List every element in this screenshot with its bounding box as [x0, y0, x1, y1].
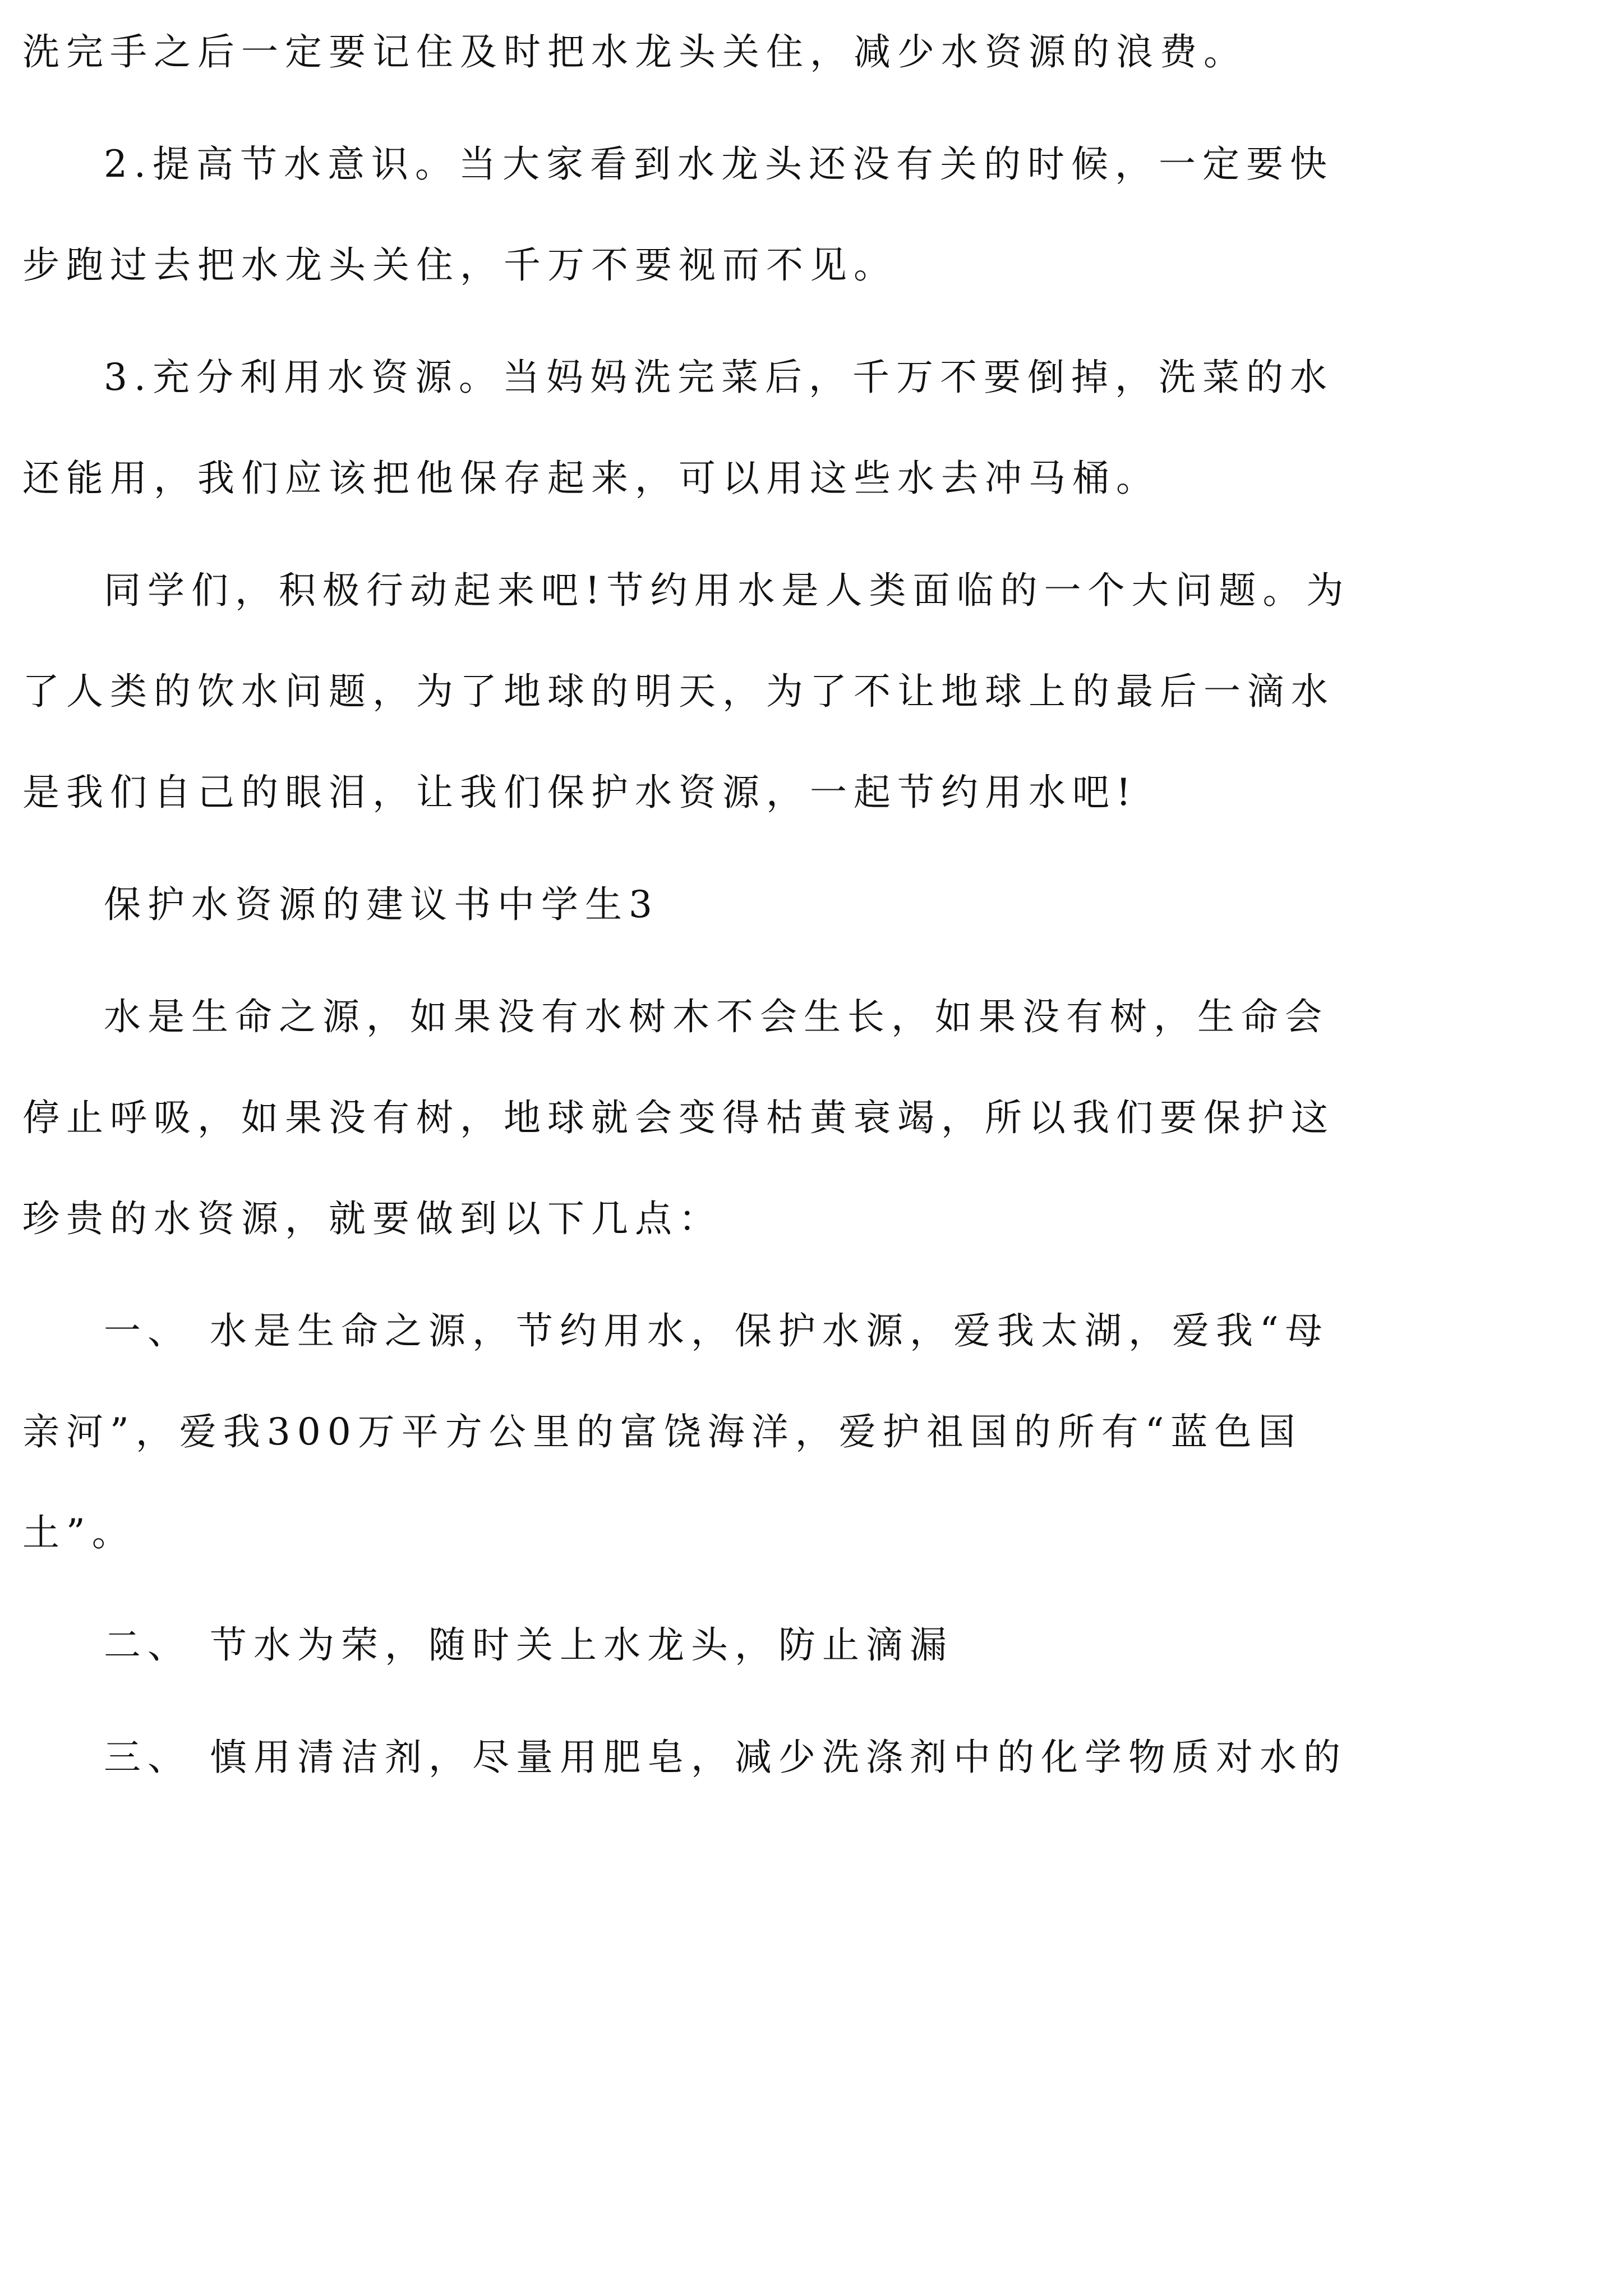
text-line: 一、 水是生命之源，节约用水，保护水源，爱我太湖，爱我“母	[104, 1309, 1329, 1352]
text-line: 停止呼吸，如果没有树，地球就会变得枯黄衰竭，所以我们要保护这	[22, 1096, 1335, 1139]
text-line: 洗完手之后一定要记住及时把水龙头关住，减少水资源的浪费。	[22, 30, 1247, 73]
text-line: 2.提高节水意识。当大家看到水龙头还没有关的时候，一定要快	[104, 142, 1334, 186]
text-line: 了人类的饮水问题，为了地球的明天，为了不让地球上的最后一滴水	[22, 670, 1335, 713]
text-line: 亲河”，爱我300万平方公里的富饶海洋，爱护祖国的所有“蓝色国	[22, 1410, 1302, 1453]
text-line: 二、 节水为荣，随时关上水龙头，防止滴漏	[104, 1623, 953, 1667]
section-heading: 保护水资源的建议书中学生3	[104, 883, 659, 926]
text-line: 3.充分利用水资源。当妈妈洗完菜后，千万不要倒掉，洗菜的水	[104, 356, 1334, 399]
text-line: 珍贵的水资源，就要做到以下几点：	[22, 1197, 722, 1240]
text-line: 土”。	[22, 1511, 136, 1554]
text-line: 水是生命之源，如果没有水树木不会生长，如果没有树，生命会	[104, 995, 1329, 1038]
text-line: 还能用，我们应该把他保存起来，可以用这些水去冲马桶。	[22, 457, 1160, 500]
text-line: 是我们自己的眼泪，让我们保护水资源，一起节约用水吧!	[22, 771, 1138, 814]
text-line: 同学们，积极行动起来吧!节约用水是人类面临的一个大问题。为	[104, 569, 1350, 612]
text-line: 三、 慎用清洁剂，尽量用肥皂，减少洗涤剂中的化学物质对水的	[104, 1736, 1347, 1779]
text-line: 步跑过去把水龙头关住，千万不要视而不见。	[22, 243, 897, 287]
